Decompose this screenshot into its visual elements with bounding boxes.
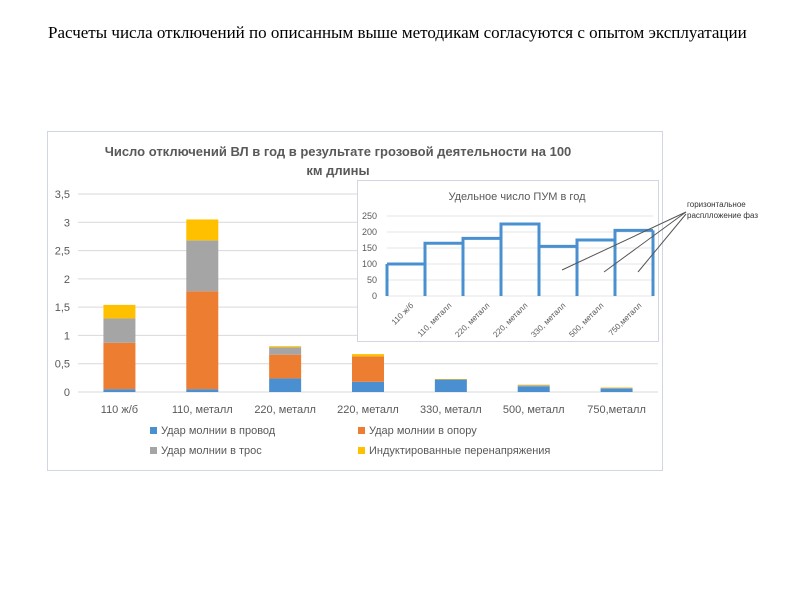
- main-xtick-label: 220, металл: [254, 404, 316, 416]
- bar-segment: [601, 389, 633, 392]
- bar-segment: [103, 343, 135, 389]
- inset-xtick-label: 500, металл: [567, 301, 606, 340]
- main-ytick-label: 1,5: [54, 302, 70, 315]
- inset-xtick-label: 330, металл: [529, 301, 568, 340]
- inset-ytick-label: 50: [366, 275, 377, 285]
- main-xtick-label: 110, металл: [171, 404, 233, 416]
- bar-segment: [186, 389, 218, 392]
- main-ytick-label: 3: [63, 217, 70, 230]
- main-ytick-label: 0,5: [54, 358, 70, 371]
- main-ytick-label: 0: [63, 387, 70, 399]
- main-xtick-label: 220, металл: [337, 404, 399, 416]
- inset-ytick-label: 0: [371, 291, 377, 301]
- inset-xtick-label: 110 ж/б: [389, 301, 416, 327]
- main-chart-title: км длины: [306, 163, 370, 178]
- main-ytick-label: 2,5: [54, 245, 70, 258]
- inset-ytick-label: 100: [361, 259, 377, 269]
- legend-label: Удар молнии в провод: [161, 425, 276, 437]
- bar-segment: [269, 346, 301, 347]
- bar-segment: [518, 385, 550, 386]
- bar-segment: [186, 240, 218, 291]
- legend-label: Индуктированные перенапряжения: [369, 445, 551, 457]
- main-xtick-label: 500, металл: [502, 404, 565, 416]
- pum-step-chart: [357, 180, 659, 342]
- bar-segment: [435, 380, 467, 392]
- bar-segment: [269, 347, 301, 354]
- bar-segment: [103, 305, 135, 319]
- inset-xtick-label: 220, металл: [453, 301, 492, 340]
- bar-segment: [601, 387, 633, 388]
- inset-ytick-label: 250: [361, 211, 377, 221]
- inset-xtick-label: 220, металл: [491, 301, 530, 340]
- main-ytick-label: 2: [63, 273, 70, 286]
- bar-segment: [103, 389, 135, 392]
- inset-ytick-label: 200: [361, 227, 377, 237]
- legend-label: Удар молнии в трос: [161, 445, 262, 457]
- inset-xtick-label: 750,металл: [606, 301, 644, 338]
- legend-swatch: [150, 427, 157, 434]
- legend-swatch: [358, 447, 365, 454]
- legend-swatch: [150, 447, 157, 454]
- bar-segment: [269, 378, 301, 392]
- bar-segment: [186, 291, 218, 389]
- legend-swatch: [358, 427, 365, 434]
- main-xtick-label: 330, металл: [420, 404, 482, 416]
- annotation-label: расплложение фаз: [687, 211, 758, 220]
- bar-segment: [186, 219, 218, 240]
- legend-label: Удар молнии в опору: [369, 425, 477, 437]
- slide-heading: Расчеты числа отключений по описанным выше методикам согласуются с опытом эксплуатации: [48, 23, 747, 42]
- main-ytick-label: 3,5: [54, 189, 70, 201]
- bar-segment: [352, 354, 384, 356]
- bar-segment: [352, 382, 384, 392]
- inset-ytick-label: 150: [361, 243, 377, 253]
- bar-segment: [269, 355, 301, 379]
- inset-chart-title: Удельное число ПУМ в год: [448, 191, 586, 203]
- bar-segment: [518, 386, 550, 392]
- annotation-label: горизонтальное: [687, 200, 746, 209]
- bar-segment: [601, 388, 633, 389]
- inset-xtick-label: 110, металл: [415, 301, 454, 339]
- bar-segment: [103, 318, 135, 342]
- main-xtick-label: 750,металл: [587, 404, 646, 416]
- bar-segment: [435, 379, 467, 380]
- bar-segment: [518, 385, 550, 386]
- main-xtick-label: 110 ж/б: [100, 404, 139, 416]
- main-ytick-label: 1: [63, 330, 70, 343]
- main-chart-title: Число отключений ВЛ в год в результате грозовой деятельности на 100: [104, 144, 572, 159]
- bar-segment: [352, 356, 384, 381]
